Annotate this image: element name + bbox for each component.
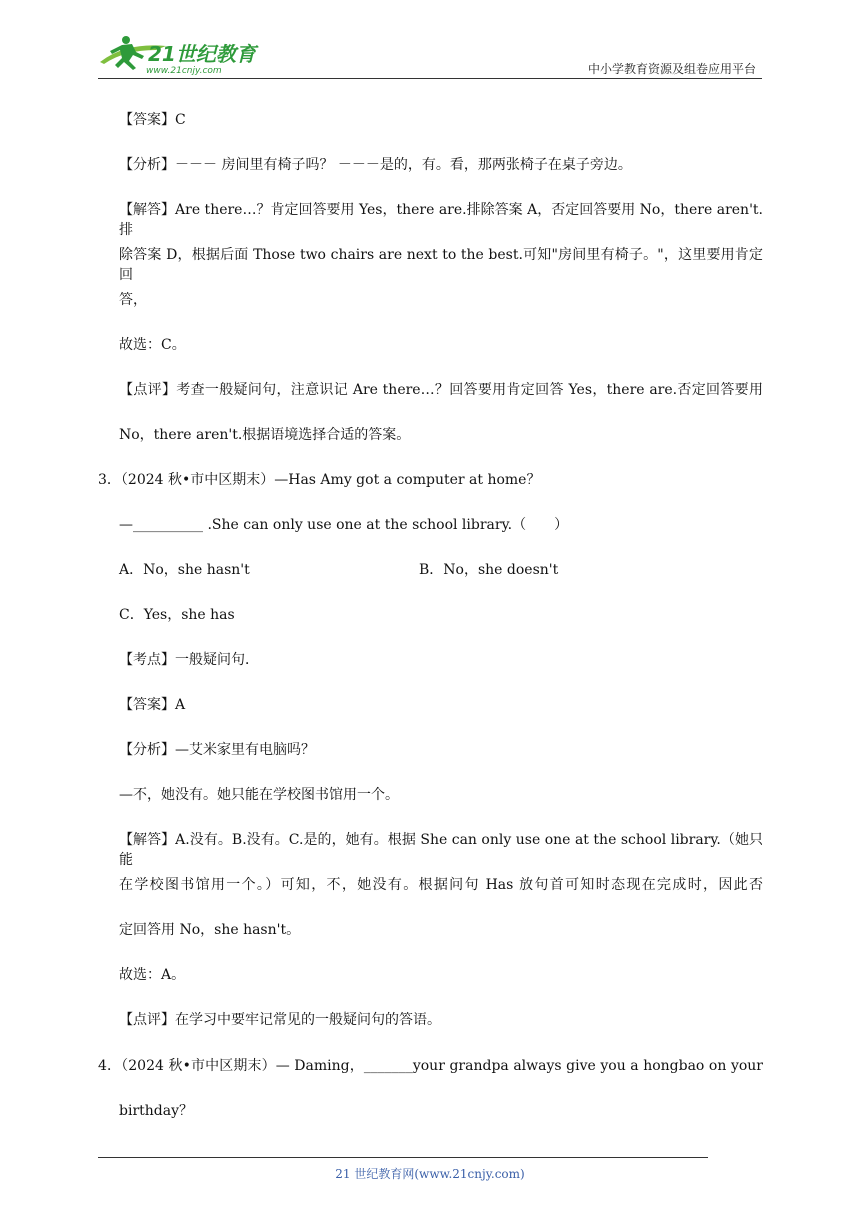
- solution-line: 定回答用 No，she hasn't。: [119, 922, 301, 938]
- comment-line: No，there aren't.根据语境选择合适的答案。: [119, 427, 411, 443]
- analysis-line: 【分析】－－－ 房间里有椅子吗？ －－－是的，有。看，那两张椅子在桌子旁边。: [119, 157, 632, 173]
- footer-link[interactable]: 21 世纪教育网(www.21cnjy.com): [335, 1167, 525, 1181]
- comment-line: 【点评】考查一般疑问句，注意识记 Are there…？回答要用肯定回答 Yes，there are.否定回答要用: [119, 382, 763, 398]
- answer-line: 【答案】A: [119, 697, 186, 713]
- solution-line: 在学校图书馆用一个。）可知，不，她没有。根据问句 Has 放句首可知时态现在完成时，因此否: [119, 877, 763, 893]
- question-3-stem: 3．（2024 秋•市中区期末）—Has Amy got a computer at home？: [98, 472, 541, 488]
- option-c: C．Yes，she has: [119, 607, 235, 623]
- answer-line: 【答案】C: [119, 112, 186, 128]
- solution-line: 除答案 D，根据后面 Those two chairs are next to the best.可知"房间里有椅子。"，这里要用肯定回: [119, 247, 763, 283]
- solution-line: 答，: [119, 292, 147, 308]
- svg-text:21世纪教育: 21世纪教育: [148, 42, 256, 66]
- question-4-stem: 4．（2024 秋•市中区期末）— Daming，_______your grandpa always give you a hongbao on your: [98, 1058, 763, 1074]
- comment-line: 【点评】在学习中要牢记常见的一般疑问句的答语。: [119, 1012, 441, 1028]
- option-b: B．No，she doesn't: [419, 562, 559, 578]
- runner-logo-icon: [96, 32, 276, 78]
- svg-text:www.21cnjy.com: www.21cnjy.com: [146, 66, 222, 76]
- solution-line: 【解答】A.没有。B.没有。C.是的，她有。根据 She can only use one at the school library.（她只能: [119, 832, 763, 868]
- choice-line: 故选：A。: [119, 967, 186, 983]
- analysis-line: —不，她没有。她只能在学校图书馆用一个。: [119, 787, 399, 803]
- topic-line: 【考点】一般疑问句．: [119, 652, 259, 668]
- analysis-line: 【分析】—艾米家里有电脑吗？: [119, 742, 315, 758]
- header-divider: [98, 78, 762, 79]
- choice-line: 故选：C。: [119, 337, 186, 353]
- solution-line: 【解答】Are there…？肯定回答要用 Yes，there are.排除答案 A，否定回答要用 No，there aren't.排: [119, 202, 763, 238]
- site-logo[interactable]: [96, 32, 276, 78]
- question-4-stem-cont: birthday？: [119, 1103, 193, 1119]
- platform-name: 中小学教育资源及组卷应用平台: [587, 62, 756, 76]
- question-3-blank: —__________ .She can only use one at the school library.（ ）: [119, 517, 569, 533]
- footer-divider: [98, 1157, 708, 1158]
- page-header: [0, 0, 860, 80]
- option-a: A．No，she hasn't: [119, 562, 250, 578]
- question-3-options-row: [119, 560, 763, 580]
